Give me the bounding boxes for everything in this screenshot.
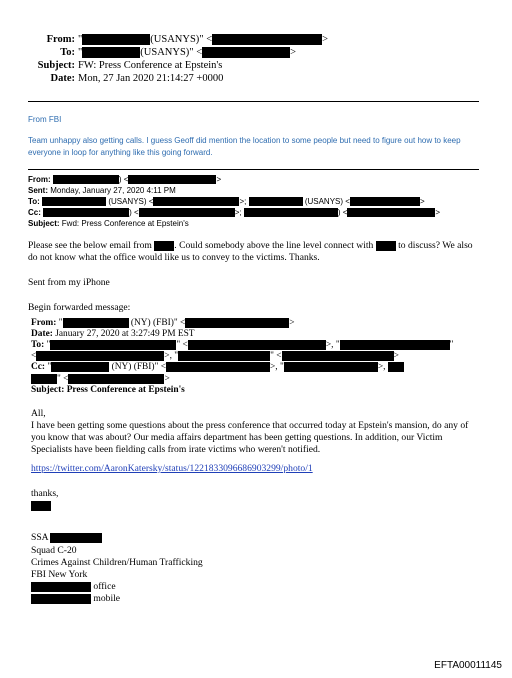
document-id: EFTA00011145 (434, 660, 502, 671)
redaction-box (282, 351, 394, 361)
redaction-box (178, 351, 270, 361)
redaction-box (42, 197, 106, 206)
fwd1-to-row: To: (USANYS) < >; (USANYS) < > (28, 197, 425, 206)
fwd1-subject-row: Subject: Fwd: Press Conference at Epstein's (28, 219, 189, 228)
top-to-row: To: " (USANYS)" < > (0, 46, 296, 59)
redaction-box (153, 197, 239, 206)
top-from-row: From: " (USANYS)" < > (0, 33, 328, 46)
fwd2-header (31, 318, 453, 396)
top-date-label: Date: (50, 73, 75, 84)
top-subject-row (0, 59, 222, 72)
signature-ssa-row: SSA (31, 532, 102, 544)
redaction-box (185, 318, 289, 328)
signature-office-name: FBI New York (31, 569, 88, 580)
top-to-org: (USANYS)" < (140, 47, 203, 58)
signature-mobile-row: mobile (31, 593, 120, 605)
fwd2-cc-row-2: " < > (31, 374, 453, 385)
redaction-box (31, 501, 51, 511)
redaction-box (31, 582, 91, 592)
top-from-org: (USANYS)" < (150, 34, 213, 45)
redaction-box (63, 318, 129, 328)
header-divider (28, 101, 479, 102)
fbi-from-line: From FBI (28, 115, 62, 124)
redaction-box (350, 197, 420, 206)
fwd1-cc-row: Cc: ) < >; ) < > (28, 208, 441, 217)
redaction-box (43, 208, 129, 217)
redaction-box (244, 208, 338, 217)
redaction-box (376, 241, 396, 251)
body1-paragraph: Please see the below email from . Could somebody above the line level connect with to discuss? We also do not know what the office would like us to convey to the victims. Thanks. (28, 240, 473, 263)
redaction-box (68, 374, 164, 384)
redaction-box (340, 340, 450, 350)
fwd-divider (28, 169, 479, 170)
top-date-row (0, 72, 223, 85)
redaction-box (128, 175, 216, 184)
redaction-box (51, 362, 109, 372)
top-date-value: Mon, 27 Jan 2020 21:14:27 +0000 (78, 73, 224, 84)
redaction-box (166, 362, 270, 372)
signature-squad: Squad C-20 (31, 545, 77, 556)
twitter-link[interactable]: https://twitter.com/AaronKatersky/status/1221833096686903299/photo/1 (31, 463, 313, 474)
fbi-note-message: Team unhappy also getting calls. I guess Geoff did mention the location to some people but need to figure out how to keep everyone in loop for anything like this going forward. (28, 136, 461, 157)
top-from-label: From: (46, 34, 75, 45)
redaction-box (82, 47, 140, 58)
fwd2-subject-row: Subject: Press Conference at Epstein's (31, 384, 185, 395)
fwd2-to-row: To: " " < >, " " (31, 340, 454, 351)
redaction-box (50, 533, 102, 543)
redaction-box (82, 34, 150, 45)
redaction-box (154, 241, 174, 251)
begin-forwarded-line: Begin forwarded message: (28, 302, 131, 313)
redaction-box (188, 340, 326, 350)
fwd2-from-row: From: " (NY) (FBI)" < > (31, 318, 295, 329)
thanks-line: thanks, (31, 488, 59, 499)
redaction-box (36, 351, 164, 361)
fwd2-date-row: Date: January 27, 2020 at 3:27:49 PM EST (31, 329, 195, 340)
redaction-box (50, 340, 176, 350)
fwd1-from-row: From: ) < > (28, 175, 222, 184)
redaction-box (249, 197, 303, 206)
sent-from-line: Sent from my iPhone (28, 277, 110, 288)
fwd2-cc-row: Cc: " (NY) (FBI)" < >, " >, (31, 362, 453, 373)
redaction-box (31, 594, 91, 604)
top-subject-label: Subject: (37, 60, 75, 71)
redaction-box (212, 34, 322, 45)
redaction-box (347, 208, 435, 217)
top-subject-value: FW: Press Conference at Epstein's (78, 60, 223, 71)
body2-message: I have been getting some questions about the press conference that occurred today at Epstein's mansion, do any of you know that was about? Our media affairs department has been getting questions. In addition, our Victim Specialists have been fielding calls from irate victims who weren't notified. (31, 420, 469, 455)
fwd2-to-row-2: < >, " " < > (31, 351, 399, 362)
fwd1-sent-row: Sent: Monday, January 27, 2020 4:11 PM (28, 186, 176, 195)
redaction-box (139, 208, 235, 217)
signature-unit: Crimes Against Children/Human Trafficking (31, 557, 203, 568)
greeting: All, (31, 408, 46, 419)
redaction-box (202, 47, 290, 58)
signature-office-row: office (31, 581, 116, 593)
redaction-box (53, 175, 119, 184)
redaction-box (284, 362, 378, 372)
top-to-label: To: (60, 47, 75, 58)
redaction-box (388, 362, 404, 372)
redaction-box (31, 374, 57, 384)
